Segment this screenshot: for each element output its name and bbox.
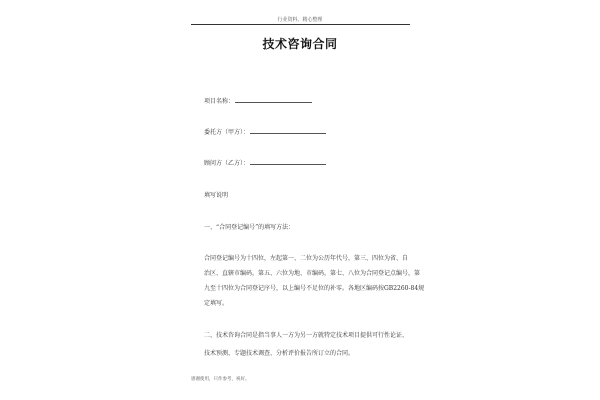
footer-note: 感谢使用，只作参考，祝好。 — [191, 377, 250, 382]
project-name-blank[interactable] — [235, 96, 312, 103]
consultant-label: 顾问方（乙方）： — [204, 160, 250, 167]
consultant-field — [204, 158, 326, 167]
project-name-field — [204, 96, 312, 105]
client-label: 委托方（甲方）： — [204, 129, 250, 136]
section1-line: 治区、直辖市编码，第五、六位为地、市编码，第七、八位为合同登记点编号，第 — [204, 270, 421, 277]
header-divider — [191, 24, 410, 25]
header-tagline: 行业资料、精心整理 — [277, 17, 323, 23]
section1-heading: 一、“合同登记编号”的填写方法： — [204, 224, 295, 231]
client-blank[interactable] — [250, 127, 326, 134]
section1-line: 九至十四位为合同登记序号，以上编号不足位的补零。各地区编码按GB2260-84规 — [204, 285, 425, 292]
instructions-heading: 填写说明 — [204, 192, 229, 199]
section2-line: 二、技术咨询合同是指当事人一方为另一方就特定技术项目提供可行性论证、 — [204, 332, 409, 339]
section1-line: 合同登记编号为十四位，左起第一、二位为公历年代号，第三、四位为省、自 — [204, 255, 409, 262]
client-field — [204, 127, 326, 136]
section1-line: 定填写。 — [204, 300, 229, 307]
project-name-label: 项目名称： — [204, 98, 235, 105]
document-title: 技术咨询合同 — [262, 37, 338, 51]
section2-line: 技术预测、专题技术调查、分析评价报告所订立的合同。 — [204, 350, 355, 357]
consultant-blank[interactable] — [250, 158, 326, 165]
